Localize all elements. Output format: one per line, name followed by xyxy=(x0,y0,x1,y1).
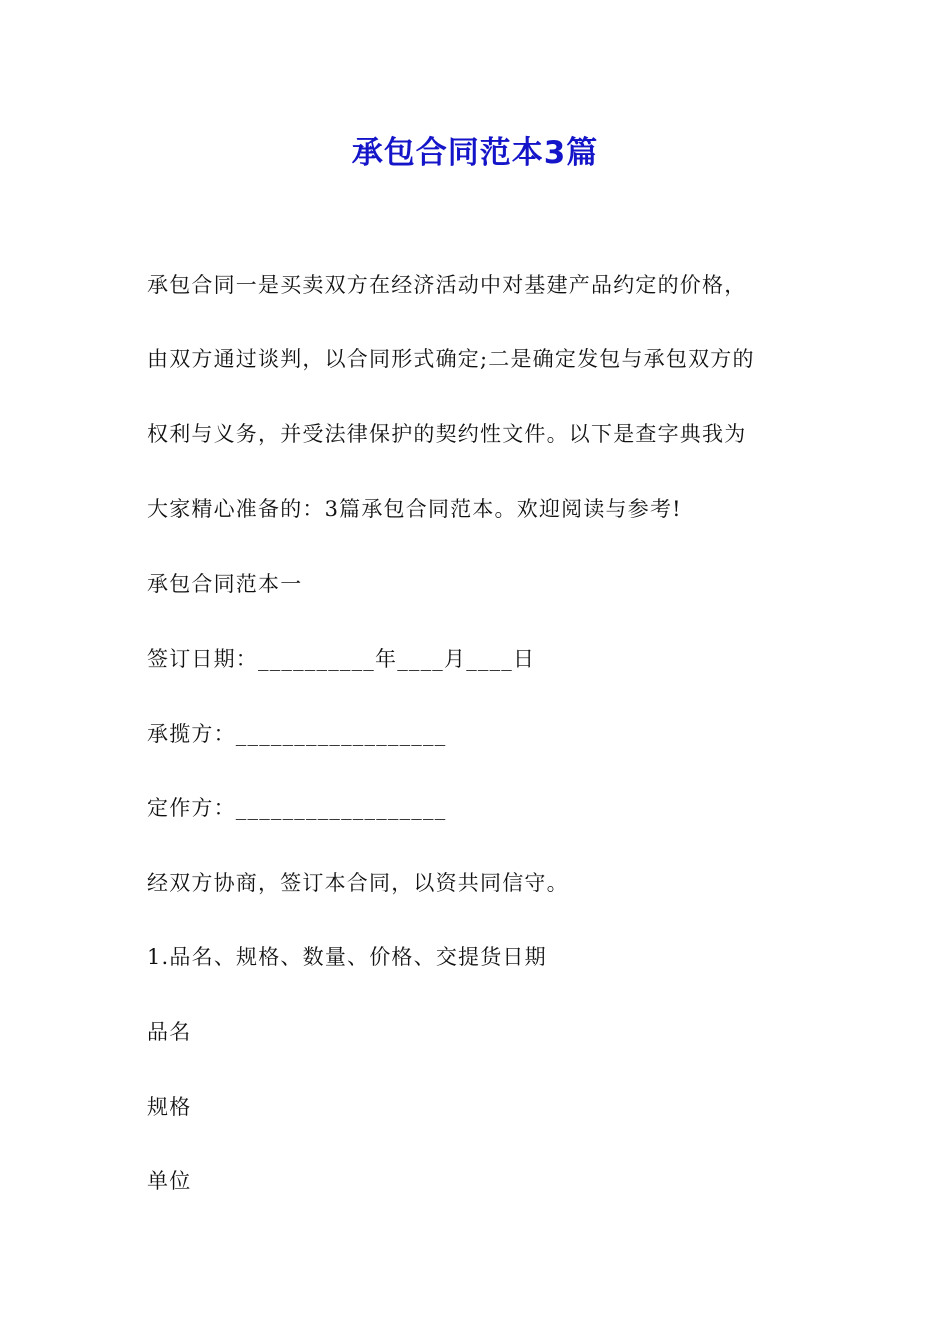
contractor-line: 承揽方：__________________ xyxy=(147,722,447,746)
client-line: 定作方：__________________ xyxy=(147,796,447,820)
sign-date-line: 签订日期：__________年____月____日 xyxy=(147,647,536,671)
intro-line-4: 大家精心准备的：3篇承包合同范本。欢迎阅读与参考! xyxy=(147,497,682,521)
section-heading: 承包合同范本一 xyxy=(147,572,303,596)
intro-line-1: 承包合同一是买卖双方在经济活动中对基建产品约定的价格， xyxy=(147,273,747,297)
item-spec-label: 规格 xyxy=(147,1095,192,1119)
agreement-line: 经双方协商，签订本合同，以资共同信守。 xyxy=(147,871,569,895)
clause-heading: 1.品名、规格、数量、价格、交提货日期 xyxy=(147,945,547,969)
item-unit-label: 单位 xyxy=(147,1169,192,1193)
item-name-label: 品名 xyxy=(147,1020,192,1044)
document-title: 承包合同范本3篇 xyxy=(351,135,599,171)
intro-line-3: 权利与义务，并受法律保护的契约性文件。以下是查字典我为 xyxy=(147,422,747,446)
intro-line-2: 由双方通过谈判，以合同形式确定;二是确定发包与承包双方的 xyxy=(147,347,755,371)
